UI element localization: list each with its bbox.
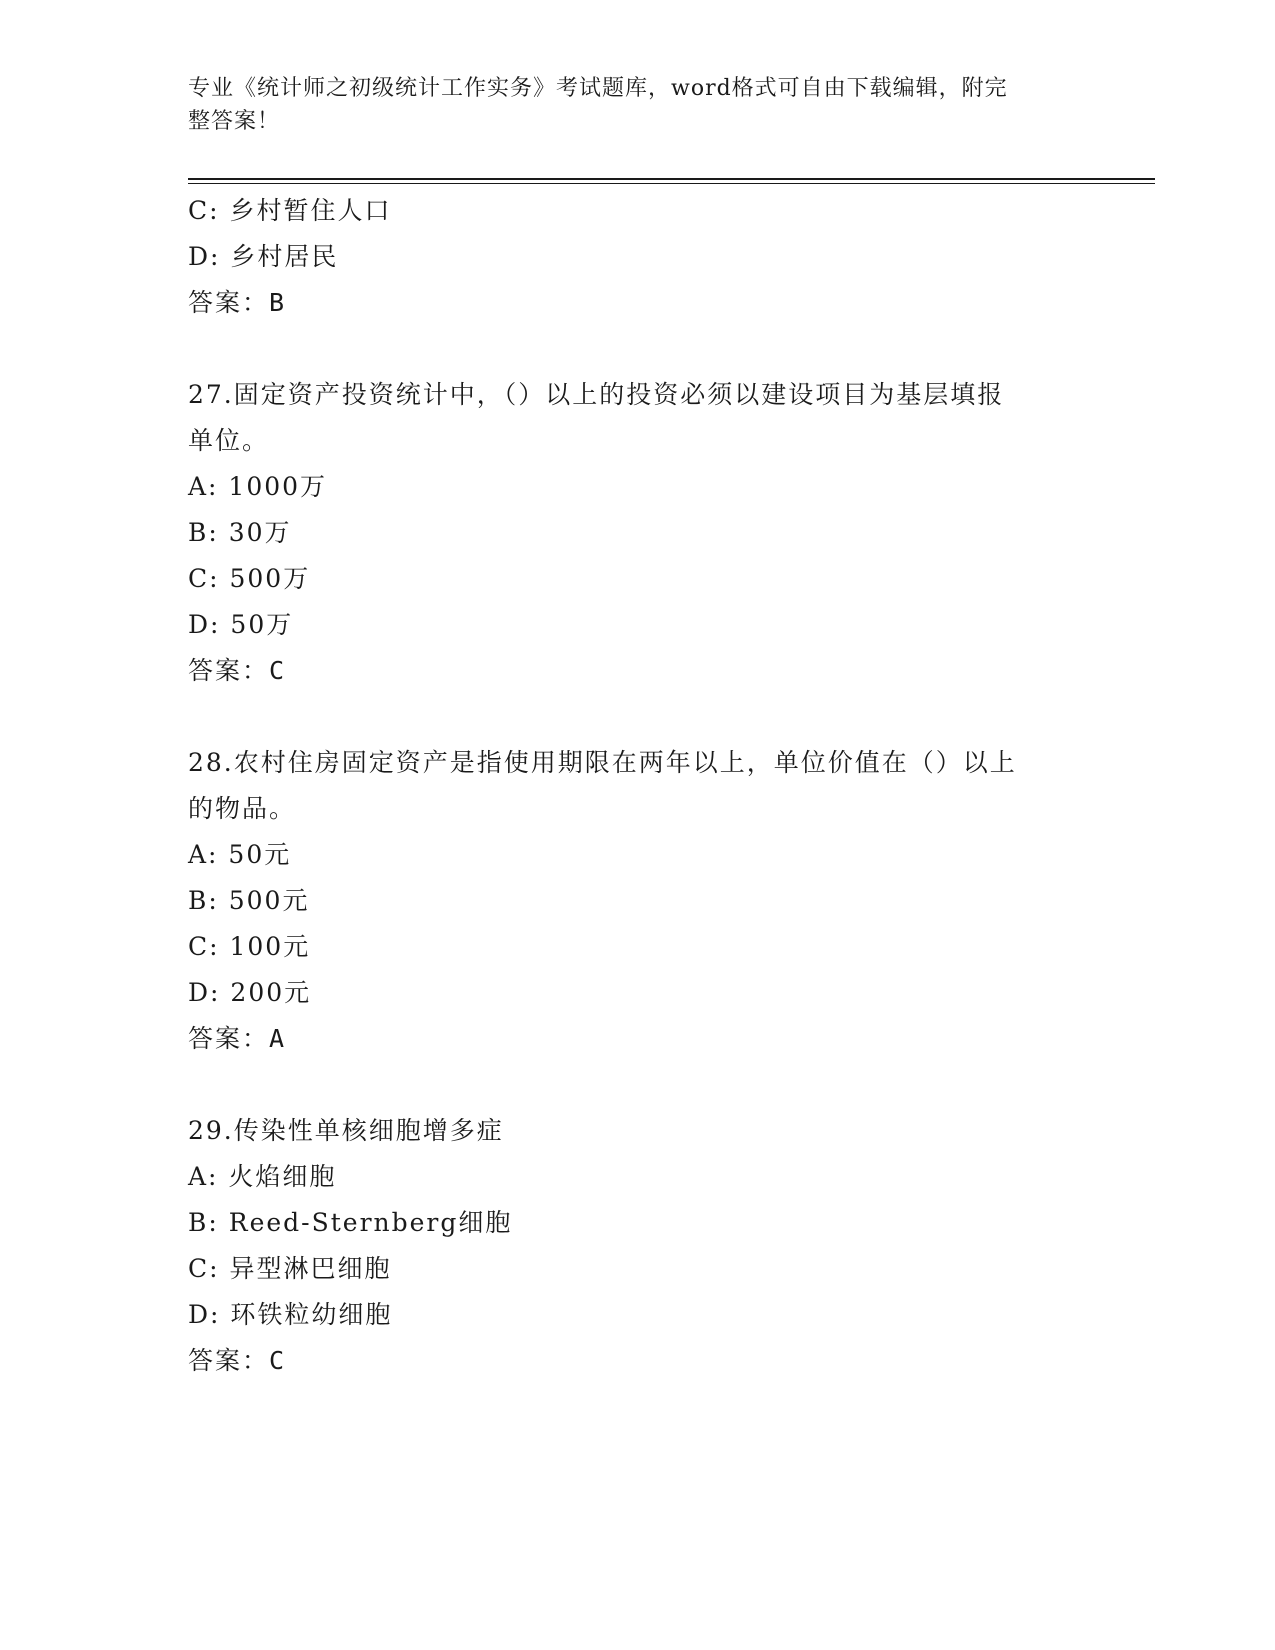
option-a: A: 50元 (188, 840, 292, 869)
option-c: C: 100元 (188, 932, 311, 961)
header-divider-thin (188, 183, 1155, 184)
option-d: D: 环铁粒幼细胞 (188, 1300, 393, 1329)
question-26-continuation (188, 188, 1088, 326)
option-b: B: 500元 (188, 886, 310, 915)
question-stem-line: 的物品。 (188, 794, 297, 823)
option-c: C: 500万 (188, 564, 311, 593)
question-spacer (188, 1062, 1088, 1108)
page-header (188, 72, 1088, 138)
answer-line: 答案：C (188, 656, 287, 685)
option-a: A: 火焰细胞 (188, 1162, 337, 1191)
question-spacer (188, 694, 1088, 740)
option-b: B: Reed-Sternberg细胞 (188, 1208, 513, 1237)
answer-line: 答案：B (188, 288, 287, 317)
option-c: C: 乡村暂住人口 (188, 196, 392, 225)
header-line-1: 专业《统计师之初级统计工作实务》考试题库，word格式可自由下载编辑，附完 (188, 76, 1008, 101)
question-stem-line: 29.传染性单核细胞增多症 (188, 1116, 504, 1145)
option-d: D: 50万 (188, 610, 294, 639)
header-divider-thick (188, 178, 1155, 180)
header-line-2: 整答案！ (188, 109, 281, 134)
option-b: B: 30万 (188, 518, 292, 547)
question-stem-line: 单位。 (188, 426, 270, 455)
question-stem-line: 27.固定资产投资统计中，（）以上的投资必须以建设项目为基层填报 (188, 380, 1005, 409)
question-list (188, 188, 1088, 1384)
option-c: C: 异型淋巴细胞 (188, 1254, 392, 1283)
answer-line: 答案：C (188, 1346, 287, 1375)
option-d: D: 200元 (188, 978, 312, 1007)
question-28 (188, 740, 1088, 1062)
answer-line: 答案：A (188, 1024, 287, 1053)
question-stem-line: 28.农村住房固定资产是指使用期限在两年以上，单位价值在（）以上 (188, 748, 1017, 777)
option-a: A: 1000万 (188, 472, 328, 501)
question-29 (188, 1108, 1088, 1384)
question-spacer (188, 326, 1088, 372)
question-27 (188, 372, 1088, 694)
option-d: D: 乡村居民 (188, 242, 339, 271)
